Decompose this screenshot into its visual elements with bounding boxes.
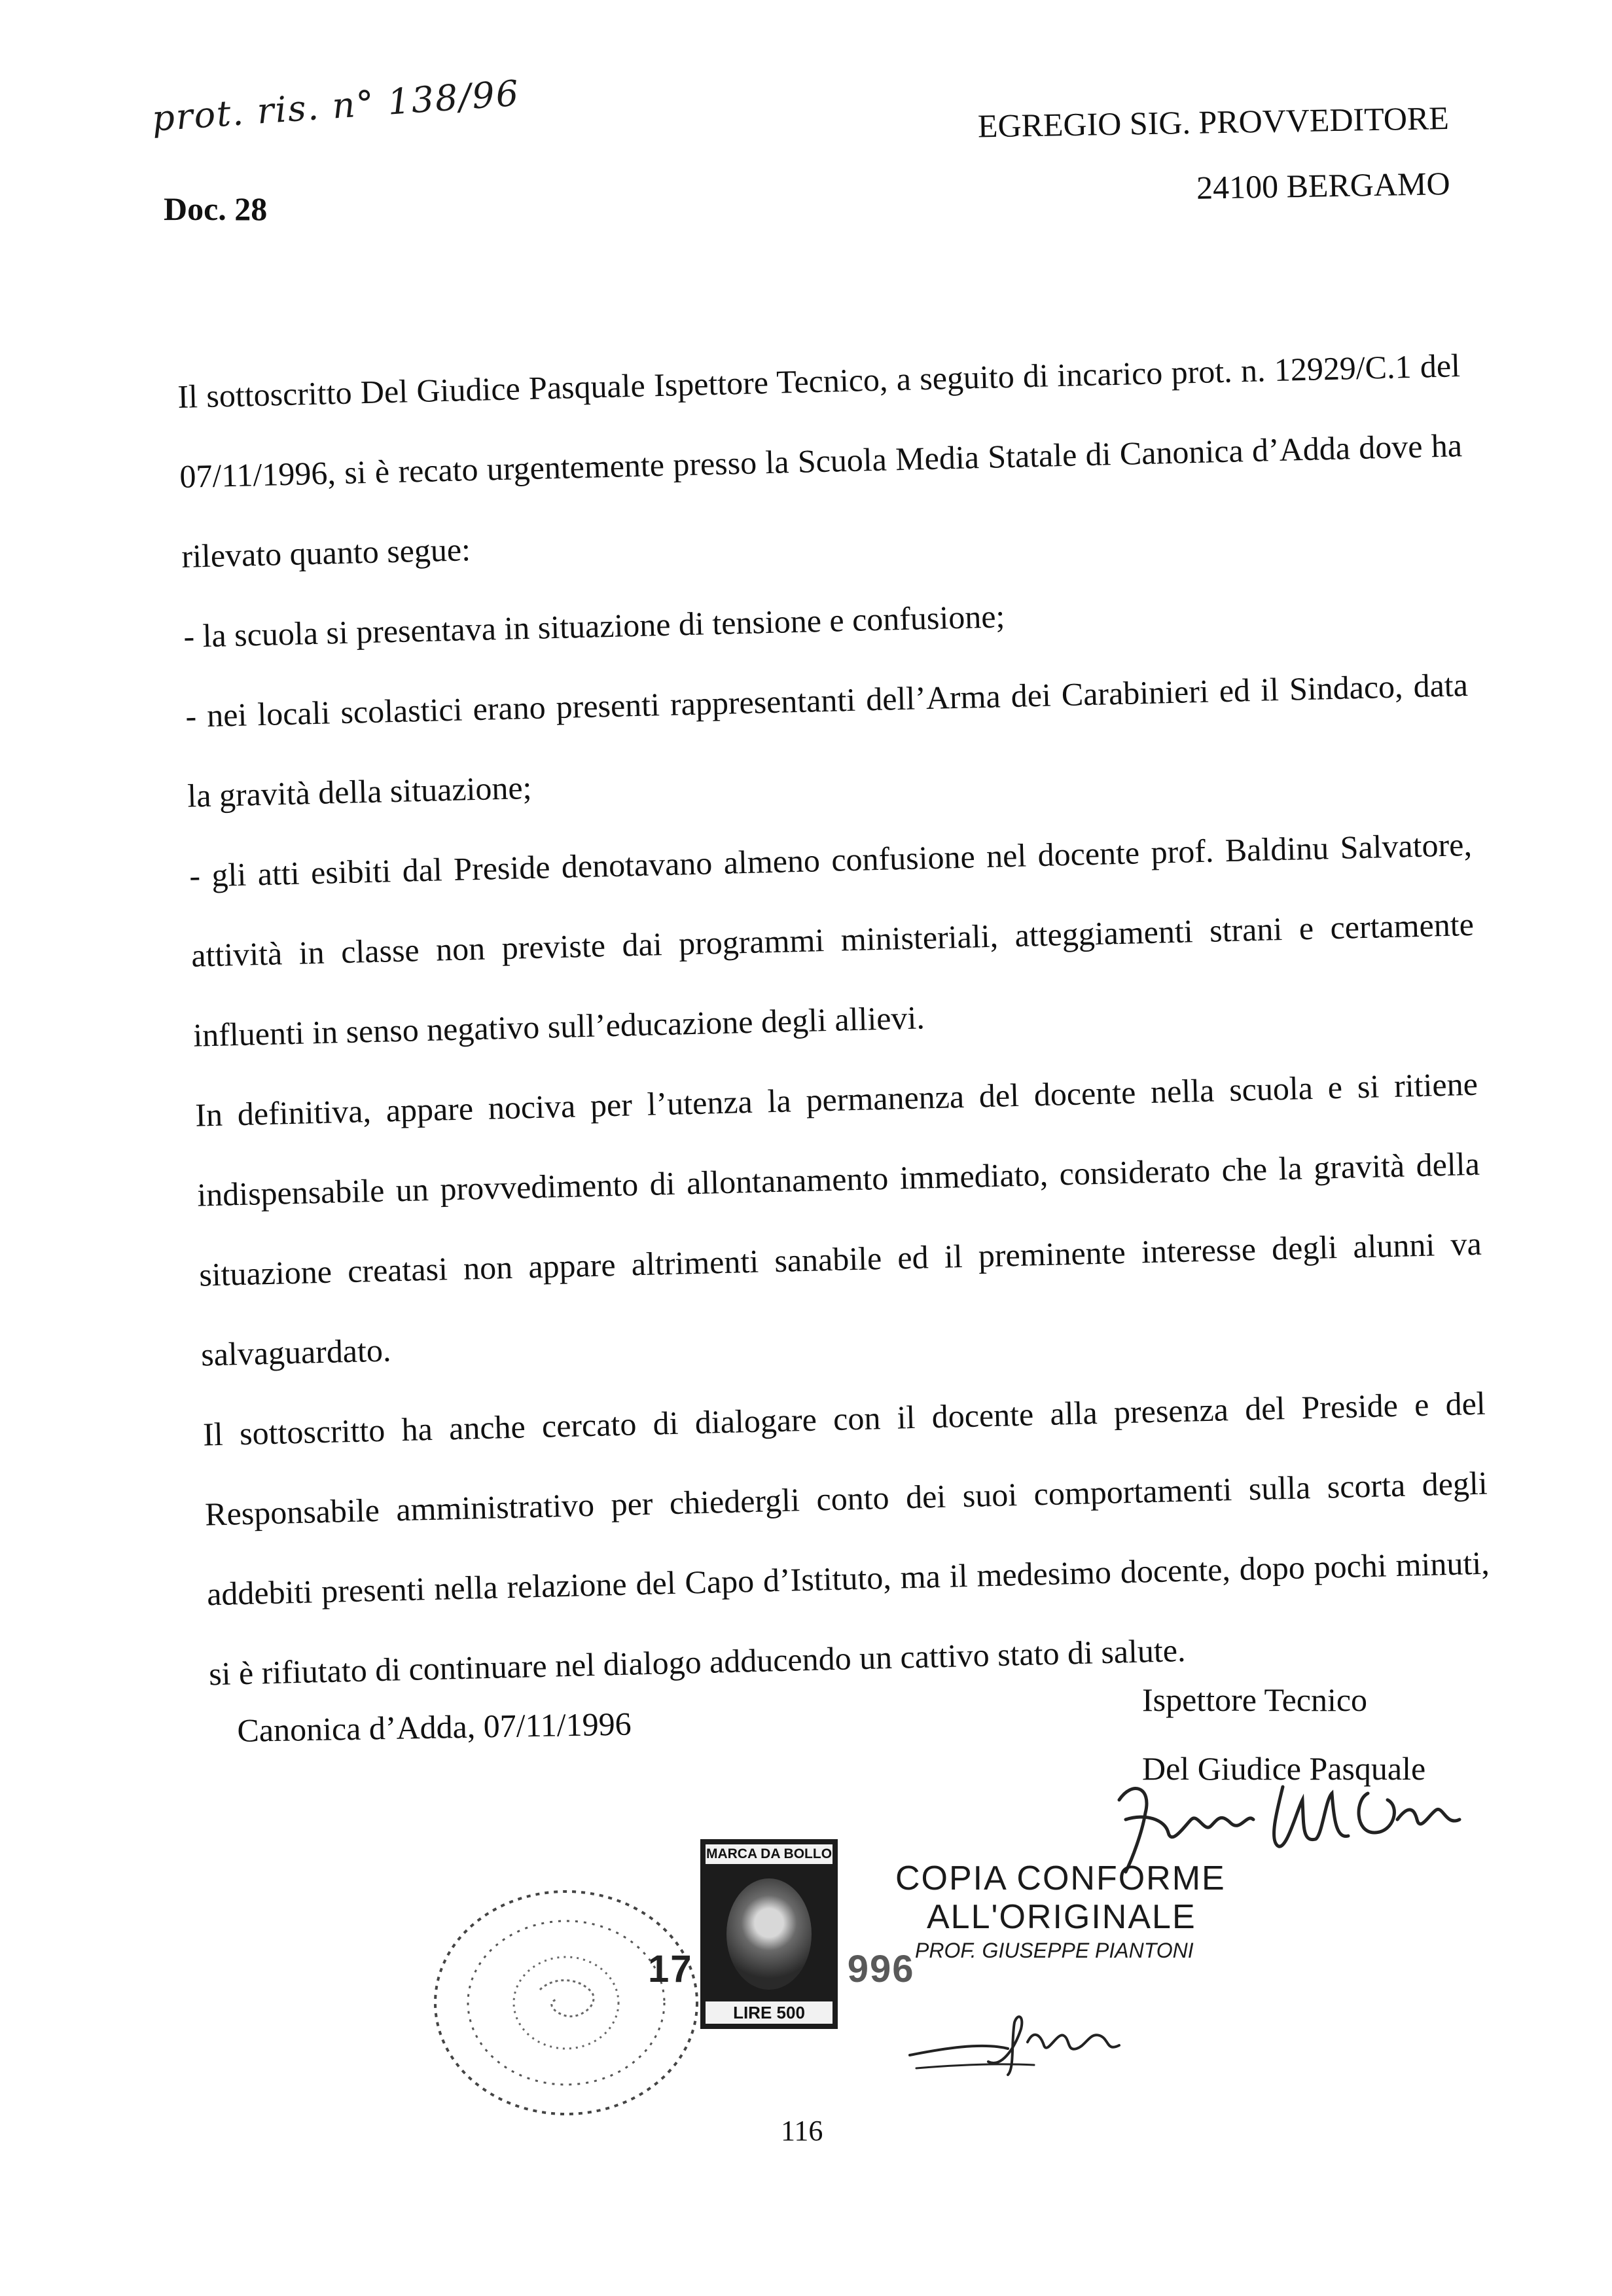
round-seal-stamp <box>422 1878 710 2127</box>
paragraph-conclusion: In definitiva, appare nociva per l’utenza la permanenza del docente nella scuola e si ritiene indispensabile un provvedimento di allontanamento immediato, considerato che la gravità della situazione creatasi non appare altrimenti sanabile ed il preminente interesse degli alunni va salvaguardato. <box>194 1065 1482 1373</box>
recipient-block <box>977 85 1450 224</box>
paragraph-point-1: - la scuola si presentava in situazione di tensione e confusione; <box>183 598 1005 655</box>
letter-body <box>177 325 1492 1713</box>
revenue-stamp-header: MARCA DA BOLLO <box>706 1844 833 1864</box>
signer-title: Ispettore Tecnico <box>1142 1681 1368 1718</box>
paragraph-point-3: - gli atti esibiti dal Preside denotavano almeno confusione nel docente prof. Baldinu Salvatore, attività in classe non previste dai programmi ministeriali, atteggiamenti strani e certamente influenti in senso negativo sull’educazione degli allievi. <box>188 825 1475 1054</box>
copy-stamp-line3: PROF. GIUSEPPE PIANTONI <box>915 1939 1194 1962</box>
recipient-address: 24100 BERGAMO <box>1196 164 1451 206</box>
copy-stamp-line1: COPIA CONFORME <box>895 1859 1226 1897</box>
paragraph-point-2: - nei locali scolastici erano presenti rappresentanti dell’Arma dei Carabinieri ed il Sindaco, data la gravità della situazione; <box>185 666 1469 814</box>
certified-copy-stamp <box>895 1859 1226 1965</box>
paragraph-dialogue: Il sottoscritto ha anche cercato di dialogare con il docente alla presenza del Preside e del Responsabile amministrativo per chiedergli conto dei suoi comportamenti sulla scorta degli addebiti presenti nella relazione del Capo d’Istituto, ma il medesimo docente, dopo pochi minuti, si è rifiutato di continuare nel dialogo adducendo un cattivo stato di salute. <box>202 1384 1490 1693</box>
date-stamp <box>648 1947 915 1991</box>
place-date: Canonica d’Adda, 07/11/1996 <box>237 1705 632 1749</box>
page-number: 116 <box>781 2115 823 2147</box>
date-stamp-left: 17 <box>648 1948 693 1990</box>
date-stamp-right: 996 <box>847 1948 915 1990</box>
recipient-title: EGREGIO SIG. PROVVEDITORE <box>977 99 1450 145</box>
copy-signature <box>903 2003 1139 2081</box>
protocol-note: prot. ris. n° 138/96 <box>151 72 521 139</box>
revenue-stamp-value: LIRE 500 <box>706 2001 833 2024</box>
doc-label: Doc. 28 <box>164 190 268 227</box>
copy-stamp-line2: ALL'ORIGINALE <box>927 1898 1196 1936</box>
signer-name: Del Giudice Pasquale <box>1142 1750 1426 1787</box>
paragraph-intro: Il sottoscritto Del Giudice Pasquale Ispettore Tecnico, a seguito di incarico prot. n. 12929/C.1 del 07/11/1996, si è recato urgentemente presso la Scuola Media Statale di Canonica d’Adda dove ha rilevato quanto segue: <box>177 347 1463 575</box>
revenue-stamp <box>700 1839 838 2029</box>
